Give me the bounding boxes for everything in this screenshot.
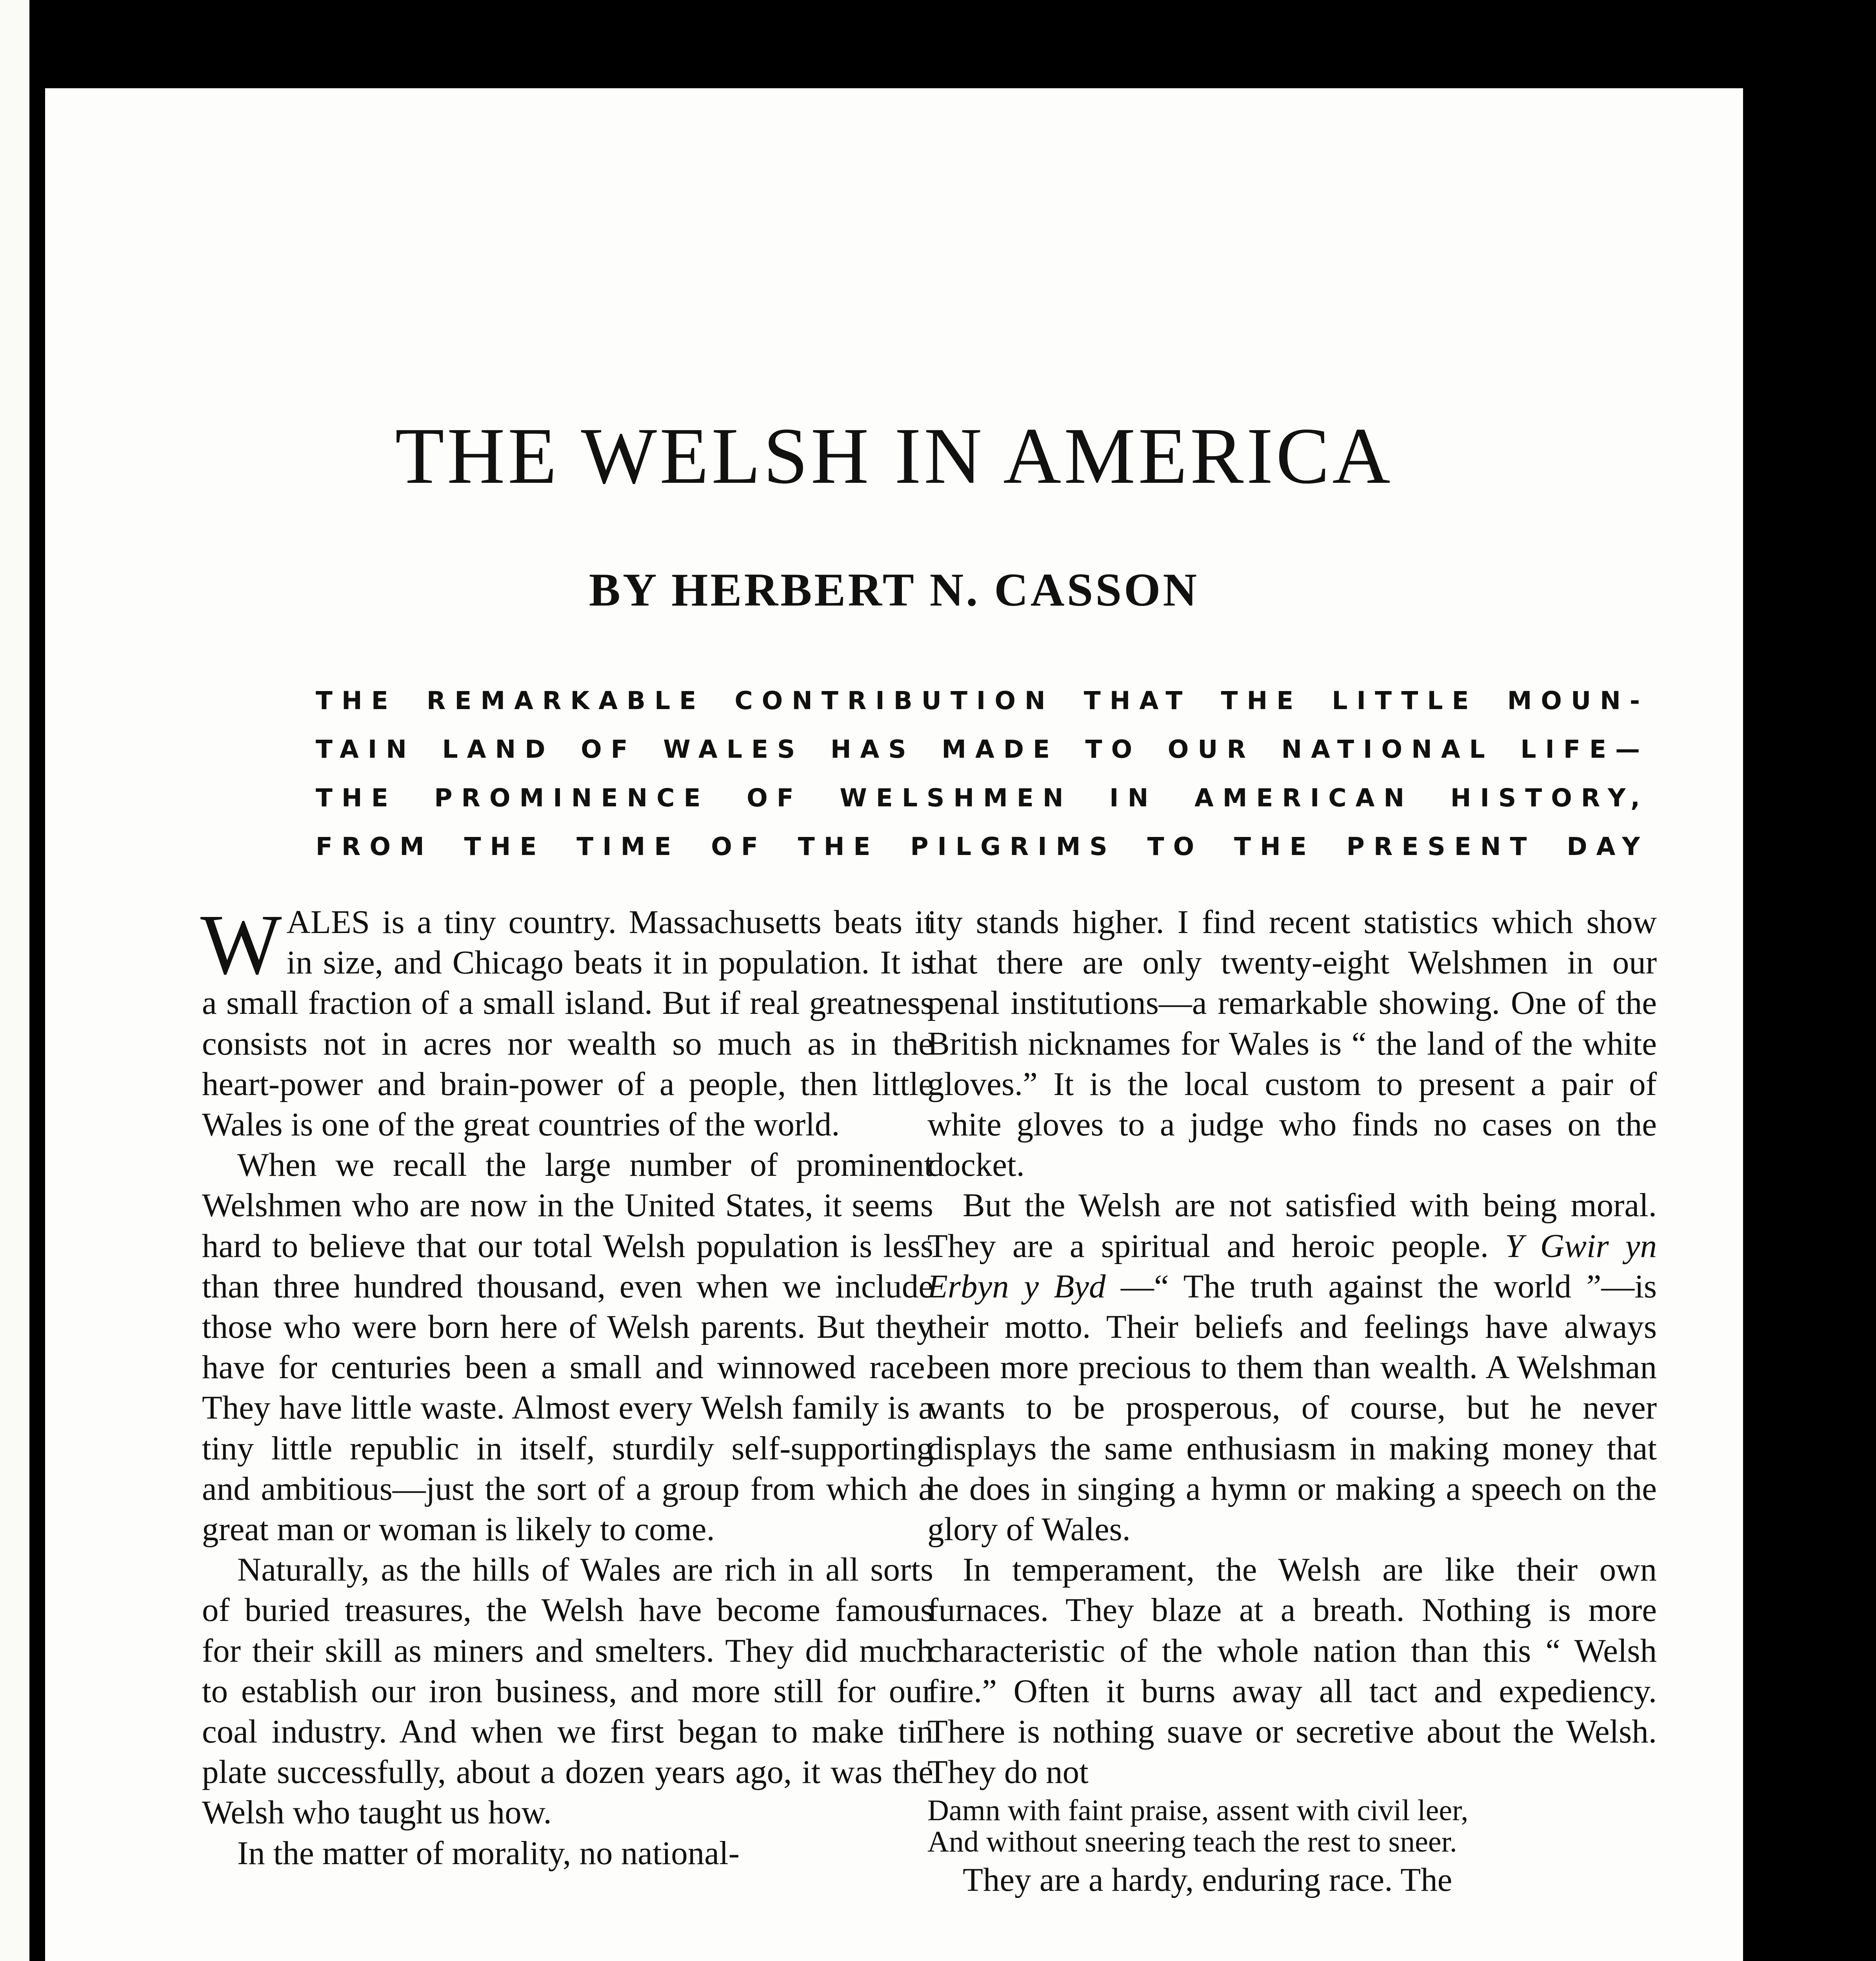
article-title: THE WELSH IN AMERICA	[395, 411, 1393, 500]
paragraph: But the Welsh are not satisfied with being moral. They are a spiritual and heroic people. Y Gwir yn Erbyn y Byd —“ The truth against the world ”—is their motto. Their beliefs and feelings have always been more precious to them than wealth. A Welshman wants to be prosperous, of course, but he never displays the same enthusiasm in making money that he does in singing a hymn or making a speech on the glory of Wales.	[927, 1187, 1657, 1548]
drop-cap: W	[200, 897, 282, 992]
right-column	[927, 902, 1657, 1901]
paragraph: Naturally, as the hills of Wales are rich in all sorts of buried treasures, the Welsh have become famous for their skill as miners and smelters. They did much to establish our iron business, and more still for our coal industry. And when we first began to make tin plate successfully, about a dozen years ago, it was the Welsh who taught us how.	[202, 1551, 933, 1831]
verse-line: Damn with faint praise, assent with civil leer,	[927, 1794, 1469, 1827]
paragraph: In temperament, the Welsh are like their own furnaces. They blaze at a breath. Nothing is more characteristic of the whole nation than this “ Welsh fire.” Often it burns away all tact and expediency. There is nothing suave or secretive about the Welsh. They do not	[927, 1551, 1657, 1791]
paragraph: They are a hardy, enduring race. The	[963, 1861, 1452, 1899]
deck-line: THE REMARKABLE CONTRIBUTION THAT THE LITTLE MOUN-	[316, 686, 1649, 715]
welsh-motto: Y Gwir yn Erbyn y Byd	[927, 1227, 1657, 1305]
verse-quote	[927, 1795, 1657, 1857]
paragraph: When we recall the large number of prominent Welshmen who are now in the United States, it seems hard to believe that our total Welsh population is less than three hundred thousand, even when we include those who were born here of Welsh parents. But they have for centuries been a small and winnowed race. They have little waste. Almost every Welsh family is a tiny little republic in itself, sturdily self-supporting and ambitious—just the sort of a group from which a great man or woman is likely to come.	[202, 1146, 933, 1548]
deck-line: TAIN LAND OF WALES HAS MADE TO OUR NATIONAL LIFE—	[316, 735, 1649, 764]
left-column	[200, 897, 933, 1874]
scan-left-page-edge	[0, 0, 29, 1961]
deck-line: THE PROMINENCE OF WELSHMEN IN AMERICAN HISTORY,	[316, 784, 1649, 812]
paragraph: ity stands higher. I find recent statistics which show that there are only twenty-eight Welshmen in our penal institutions—a remarkable showing. One of the British nicknames for Wales is “ the land of the white gloves.” It is the local custom to present a pair of white gloves to a judge who finds no cases on the docket.	[927, 904, 1657, 1184]
article-deck	[316, 677, 1649, 871]
paragraph: WALES is a tiny country. Massachusetts beats it in size, and Chicago beats it in population. It is a small fraction of a small island. But if real greatness consists not in acres nor wealth so much as in the heart-power and brain-power of a people, then little Wales is one of the great countries of the world.	[200, 897, 933, 1143]
article-byline: BY HERBERT N. CASSON	[589, 564, 1200, 616]
deck-line: FROM THE TIME OF THE PILGRIMS TO THE PRESENT DAY	[316, 832, 1649, 861]
verse-line: And without sneering teach the rest to sneer.	[927, 1825, 1457, 1859]
paragraph: In the matter of morality, no national-	[237, 1834, 740, 1872]
